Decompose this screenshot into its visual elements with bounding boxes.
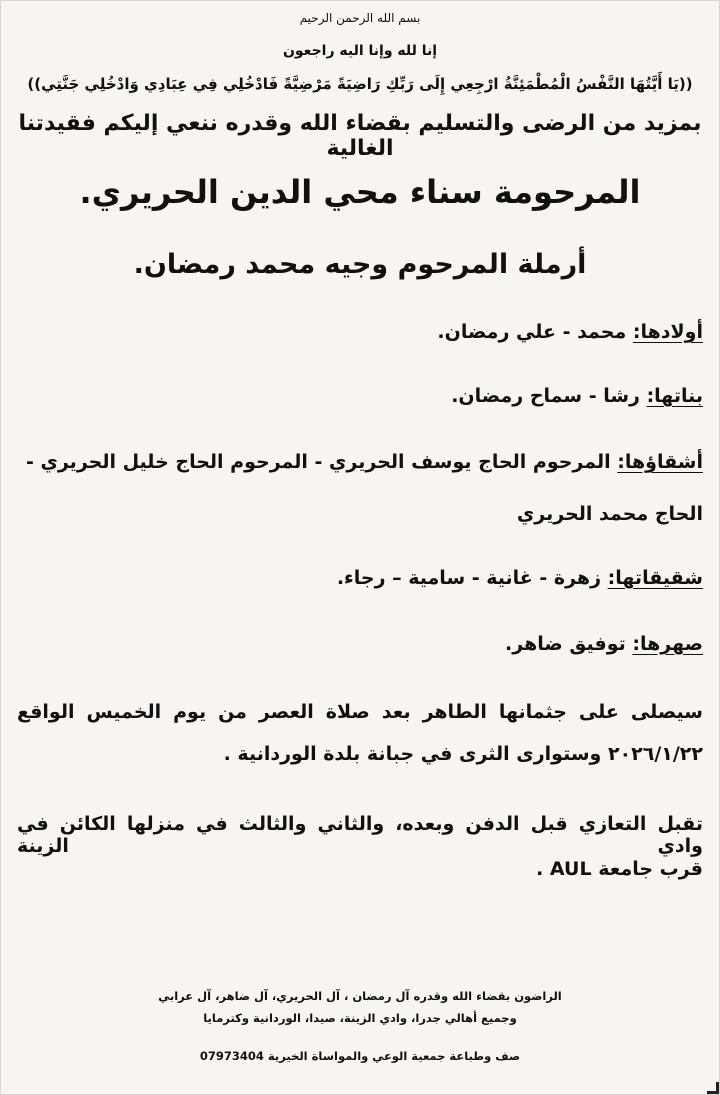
printer-credit: صف وطباعة جمعية الوعي والمواساة الخيرية 07973404 bbox=[199, 1049, 521, 1063]
sons-names: محمد - علي رمضان. bbox=[437, 321, 633, 343]
brothers-label: أشقاؤها: bbox=[617, 451, 703, 473]
corner-mark bbox=[707, 1082, 719, 1094]
brothers-row bbox=[17, 451, 703, 473]
sons-row bbox=[17, 321, 703, 343]
daughters-names: رشا - سماح رمضان. bbox=[451, 385, 647, 407]
funeral-prayer-line1: سيصلى على جثمانها الطاهر بعد صلاة العصر من يوم الخميس الواقع bbox=[17, 701, 703, 723]
announcement-intro: بمزيد من الرضى والتسليم بقضاء الله وقدره ننعي إليكم فقيدتنا الغالية bbox=[18, 111, 702, 161]
sisters-names: زهرة - غانية - سامية – رجاء. bbox=[336, 567, 608, 589]
basmala: بسم الله الرحمن الرحيم bbox=[299, 11, 421, 25]
daughters-label: بناتها: bbox=[646, 385, 703, 407]
sisters-label: شقيقاتها: bbox=[607, 567, 703, 589]
son-in-law-label: صهرها: bbox=[632, 633, 703, 655]
mourners-line1: الراضون بقضاء الله وقدره آل رمضان ، آل الحريري، آل ضاهر، آل عرابي bbox=[158, 989, 562, 1003]
condolences-line1: تقبل التعازي قبل الدفن وبعده، والثاني والثالث في منزلها الكائن في وادي الزينة bbox=[17, 813, 703, 857]
sons-label: أولادها: bbox=[632, 321, 703, 343]
brothers-names-line2: الحاج محمد الحريري bbox=[516, 503, 703, 525]
widow-of-line: أرملة المرحوم وجيه محمد رمضان. bbox=[133, 249, 587, 280]
brothers-names-line1: المرحوم الحاج يوسف الحريري - المرحوم الحاج خليل الحريري - bbox=[25, 451, 618, 473]
son-in-law-row bbox=[17, 633, 703, 655]
quran-verse: ((يَا أَيَّتُهَا النَّفْسُ الْمُطْمَئِنَّةُ ارْجِعِي إِلَى رَبِّكِ رَاضِيَةً مَرْضِيَّةً فَادْخُلِي فِي عِبَادِي وَادْخُلِي جَنَّتِي)) bbox=[27, 75, 693, 93]
deceased-name: المرحومة سناء محي الدين الحريري. bbox=[79, 173, 641, 211]
condolences-line2: قرب جامعة AUL . bbox=[536, 858, 703, 880]
mourners-line2: وجميع أهالي جدرا، وادي الزينة، صيدا، الوردانية وكترمايا bbox=[203, 1011, 517, 1025]
inna-lillah-line: إنا لله وإنا اليه راجعون bbox=[282, 43, 438, 59]
funeral-prayer-line2: ٢٠٢٦/١/٢٢ وستوارى الثرى في جبانة بلدة الوردانية . bbox=[223, 743, 703, 765]
son-in-law-name: توفيق ضاهر. bbox=[505, 633, 633, 655]
daughters-row bbox=[17, 385, 703, 407]
sisters-row bbox=[17, 567, 703, 589]
